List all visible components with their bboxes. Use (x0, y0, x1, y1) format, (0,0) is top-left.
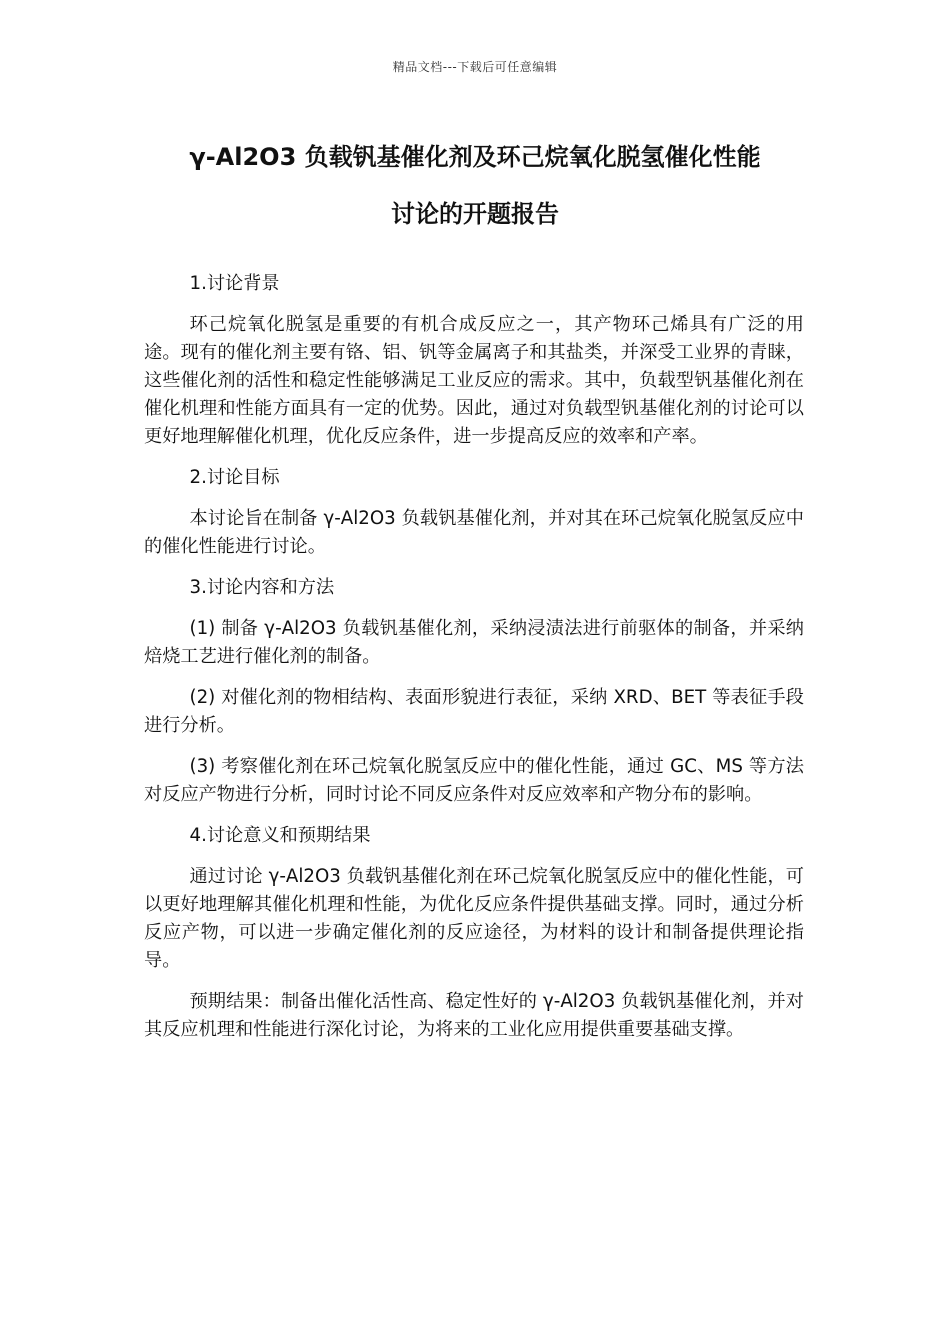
section-heading-objective: 2.讨论目标 (189, 467, 280, 488)
paragraph-method-2: (2) 对催化剂的物相结构、表面形貌进行表征，采纳 XRD、BET 等表征手段进行分析。 (144, 687, 804, 736)
paragraph-objective: 本讨论旨在制备 γ-Al2O3 负载钒基催化剂，并对其在环己烷氧化脱氢反应中的催化性能进行讨论。 (144, 508, 804, 557)
paragraph-background: 环己烷氧化脱氢是重要的有机合成反应之一，其产物环己烯具有广泛的用途。现有的催化剂主要有铬、铝、钒等金属离子和其盐类，并深受工业界的青睐，这些催化剂的活性和稳定性能够满足工业反应的需求。其中，负载型钒基催化剂在催化机理和性能方面具有一定的优势。因此，通过对负载型钒基催化剂的讨论可以更好地理解催化机理，优化反应条件，进一步提高反应的效率和产率。 (144, 314, 804, 447)
section-heading-significance: 4.讨论意义和预期结果 (189, 825, 371, 846)
section-heading-background: 1.讨论背景 (189, 273, 280, 294)
paragraph-expected-results: 预期结果：制备出催化活性高、稳定性好的 γ-Al2O3 负载钒基催化剂，并对其反应机理和性能进行深化讨论，为将来的工业化应用提供重要基础支撑。 (144, 991, 804, 1040)
document-title-line-2: 讨论的开题报告 (391, 200, 559, 228)
document-title-line-1: γ-Al2O3 负载钒基催化剂及环己烷氧化脱氢催化性能 (189, 143, 761, 171)
section-heading-methods: 3.讨论内容和方法 (189, 577, 335, 598)
paragraph-method-3: (3) 考察催化剂在环己烷氧化脱氢反应中的催化性能，通过 GC、MS 等方法对反应产物进行分析，同时讨论不同反应条件对反应效率和产物分布的影响。 (144, 756, 804, 805)
document-body (144, 270, 804, 1044)
paragraph-significance: 通过讨论 γ-Al2O3 负载钒基催化剂在环己烷氧化脱氢反应中的催化性能，可以更好地理解其催化机理和性能，为优化反应条件提供基础支撑。同时，通过分析反应产物，可以进一步确定催化剂的反应途径，为材料的设计和制备提供理论指导。 (144, 866, 804, 971)
paragraph-method-1: (1) 制备 γ-Al2O3 负载钒基催化剂，采纳浸渍法进行前驱体的制备，并采纳焙烧工艺进行催化剂的制备。 (144, 618, 804, 667)
header-note: 精品文档---下载后可任意编辑 (392, 60, 558, 74)
